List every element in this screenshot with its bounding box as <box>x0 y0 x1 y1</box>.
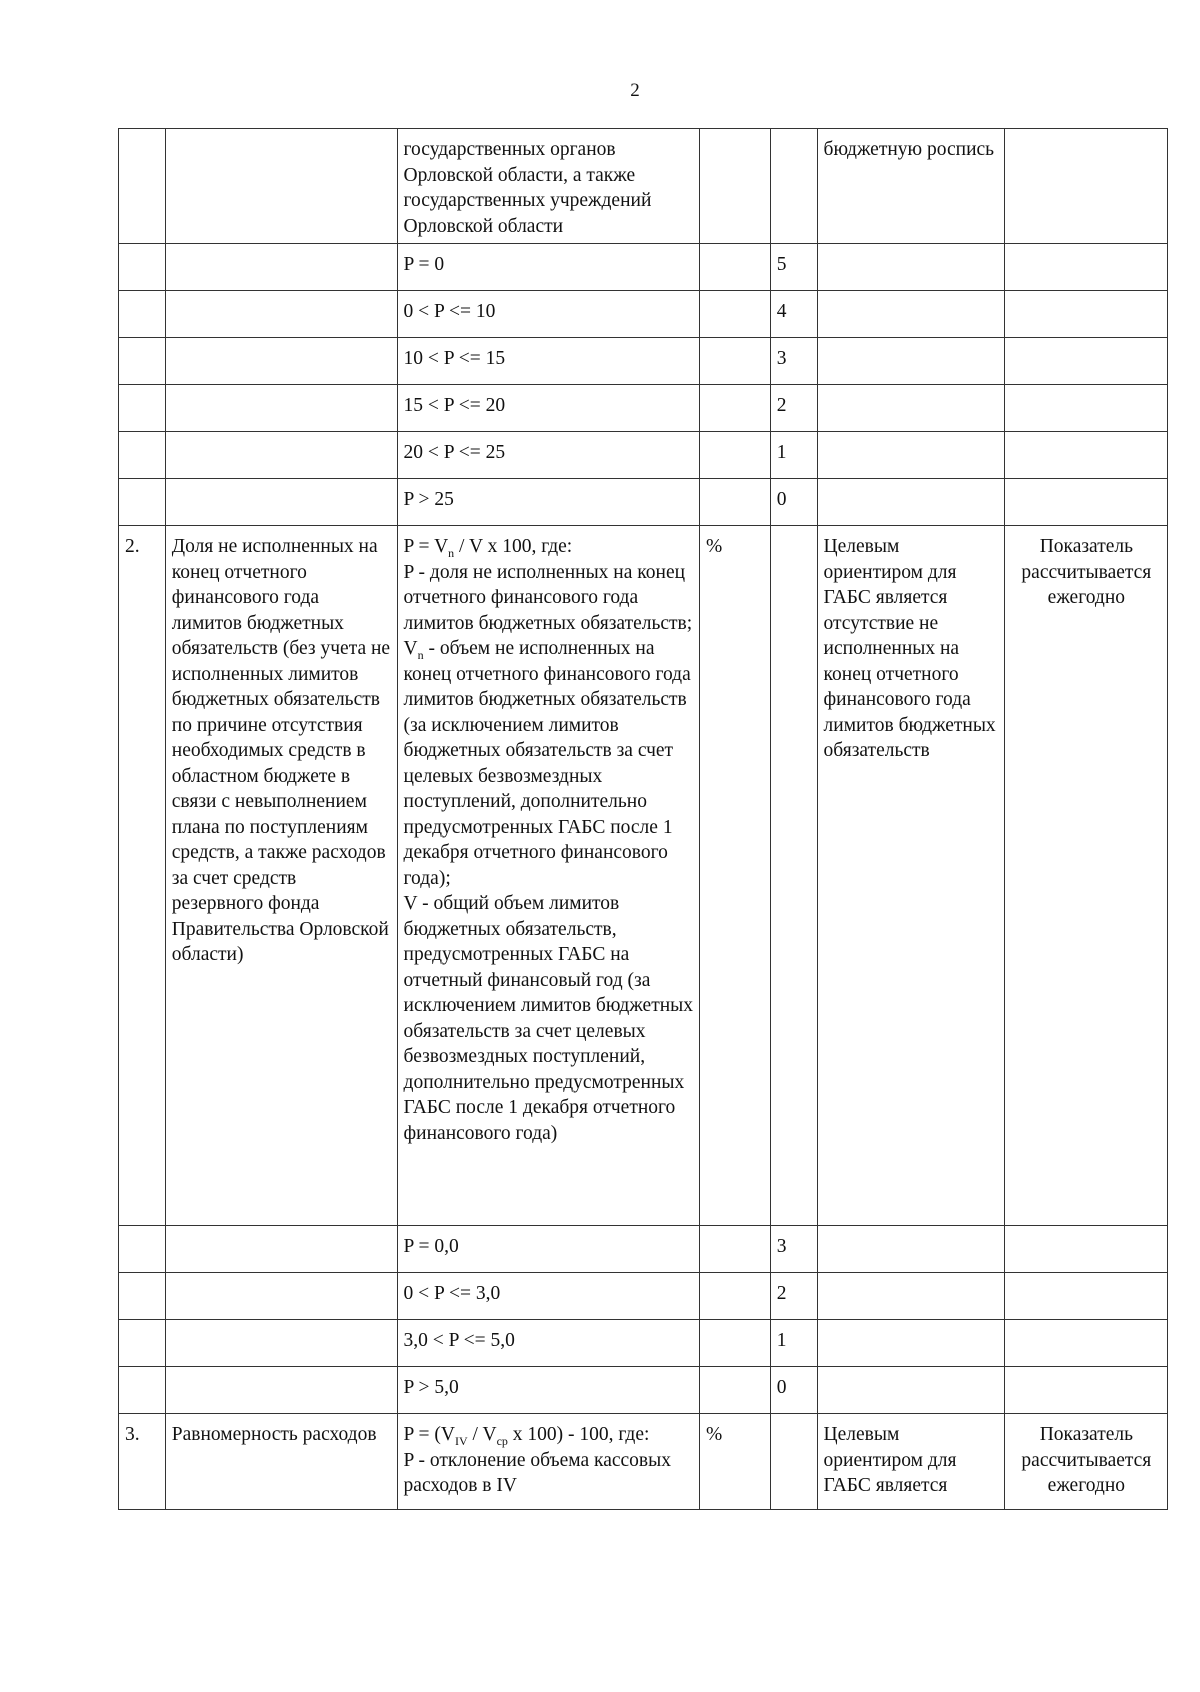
cell-unit <box>700 129 771 244</box>
formula-desc-v: V - общий объем лимитов бюджетных обязательств, предусмотренных ГАБС на отчетный финансовый год (за исключением лимитов бюджетных обязательств за счет целевых безвозмездных поступлений, дополнительно предусмотренных ГАБС после 1 декабря отчетного финансового года) <box>403 893 694 1144</box>
score-value: 0 <box>770 1367 817 1414</box>
score-value: 3 <box>770 1226 817 1273</box>
formula-text: $P = (V_{IV} / V_{ср}$ x 100) - 100, где: <box>403 1424 650 1448</box>
page-number: 2 <box>630 80 640 101</box>
indicator-target: Целевым ориентиром для ГАБС является <box>817 1414 1004 1510</box>
score-value: 1 <box>770 1320 817 1367</box>
indicator-name: Доля не исполненных на конец отчетного финансового года лимитов бюджетных обязательств (без учета не исполненных лимитов бюджетных обязательств по причине отсутствия необходимых средств в областном бюджете в связи с невыполнением плана по поступлениям средств, а также расходов за счет средств резервного фонда Правительства Орловской области) <box>165 526 397 1226</box>
score-condition: 0 < P <= 10 <box>397 291 700 338</box>
indicator-name: Равномерность расходов <box>165 1414 397 1510</box>
score-condition: P = 0,0 <box>397 1226 700 1273</box>
score-condition: 0 < P <= 3,0 <box>397 1273 700 1320</box>
table-row <box>119 338 1168 385</box>
table-row <box>119 385 1168 432</box>
score-condition: P > 25 <box>397 479 700 526</box>
score-condition: 20 < P <= 25 <box>397 432 700 479</box>
indicator-score <box>770 1414 817 1510</box>
table-row <box>119 432 1168 479</box>
score-condition: P > 5,0 <box>397 1367 700 1414</box>
indicator-unit: % <box>700 526 771 1226</box>
cell-score <box>770 129 817 244</box>
cell-name <box>165 129 397 244</box>
indicator-unit: % <box>700 1414 771 1510</box>
table-row <box>119 479 1168 526</box>
indicators-table <box>118 128 1168 1510</box>
formula-text: $P = V_n / V$ x 100, где: <box>403 536 573 560</box>
indicator-score <box>770 526 817 1226</box>
indicator-number: 3. <box>119 1414 166 1510</box>
table-row <box>119 1320 1168 1367</box>
indicator-target: Целевым ориентиром для ГАБС является отсутствие не исполненных на конец отчетного финансового года лимитов бюджетных обязательств <box>817 526 1004 1226</box>
indicator-period: Показатель рассчитывается ежегодно <box>1004 1414 1167 1510</box>
indicator-row <box>119 1414 1168 1510</box>
score-value: 5 <box>770 244 817 291</box>
score-condition: P = 0 <box>397 244 700 291</box>
indicator-formula <box>397 526 700 1226</box>
formula-desc-p: P - доля не исполненных на конец отчетного финансового года лимитов бюджетных обязательств; <box>403 561 693 634</box>
score-value: 1 <box>770 432 817 479</box>
score-value: 4 <box>770 291 817 338</box>
cell-formula: государственных органов Орловской области, а также государственных учреждений Орловской области <box>397 129 700 244</box>
table-row <box>119 1367 1168 1414</box>
formula-desc: P - отклонение объема кассовых расходов в IV <box>403 1449 671 1496</box>
score-value: 0 <box>770 479 817 526</box>
cell-target: бюджетную роспись <box>817 129 1004 244</box>
table-row <box>119 1273 1168 1320</box>
score-condition: 10 < P <= 15 <box>397 338 700 385</box>
table-row <box>119 291 1168 338</box>
table-row <box>119 129 1168 244</box>
score-condition: 3,0 < P <= 5,0 <box>397 1320 700 1367</box>
indicator-row <box>119 526 1168 1226</box>
cell-num <box>119 129 166 244</box>
indicator-formula <box>397 1414 700 1510</box>
score-value: 3 <box>770 338 817 385</box>
table-row <box>119 1226 1168 1273</box>
score-value: 2 <box>770 1273 817 1320</box>
cell-period <box>1004 129 1167 244</box>
score-value: 2 <box>770 385 817 432</box>
table-row <box>119 244 1168 291</box>
formula-desc-vn: $V_n$ - объем не исполненных на конец отчетного финансового года лимитов бюджетных обязательств (за исключением лимитов бюджетных обязательств за счет целевых безвозмездных поступлений, дополнительно предусмотренных ГАБС после 1 декабря отчетного финансового года); <box>403 638 691 889</box>
indicator-period: Показатель рассчитывается ежегодно <box>1004 526 1167 1226</box>
indicator-number: 2. <box>119 526 166 1226</box>
score-condition: 15 < P <= 20 <box>397 385 700 432</box>
